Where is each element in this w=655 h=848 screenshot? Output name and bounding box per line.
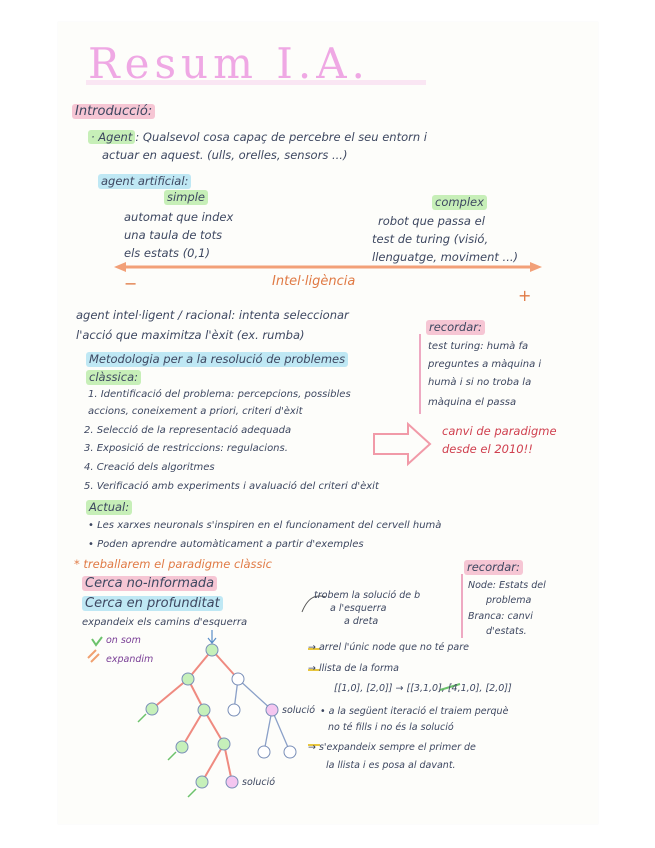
arrow-note-3: a dreta xyxy=(344,616,379,627)
paradigm-note-1: canvi de paradigme xyxy=(442,424,557,438)
reminder-1-heading: recordar: xyxy=(426,320,485,335)
axis-minus: − xyxy=(124,274,138,293)
arrow-note-2: a l'esquerra xyxy=(330,603,387,614)
step-1a: 1. Identificació del problema: percepcions, possibles xyxy=(88,389,351,400)
simple-desc-3: els estats (0,1) xyxy=(124,246,210,260)
agent-definition-1: : Qualsevol cosa capaç de percebre el seu entorn i xyxy=(135,130,427,144)
uninformed-search-heading: Cerca no-informada xyxy=(82,576,217,591)
notebook-page xyxy=(58,22,598,824)
actual-label: Actual: xyxy=(86,500,132,515)
legend-expandim: expandim xyxy=(106,654,154,665)
complex-desc-3: llenguatge, moviment ...) xyxy=(372,250,519,264)
solution-label-2: solució xyxy=(242,777,276,788)
complex-label: complex xyxy=(432,195,487,210)
reminder-2-heading: recordar: xyxy=(464,560,523,575)
step-4: 4. Creació dels algoritmes xyxy=(84,462,215,473)
classic-label: clàssica: xyxy=(86,370,141,385)
search-note-3: [[1,0], [2,0]] → [[3,1,0], [4,1,0], [2,0]] xyxy=(334,683,512,694)
search-note-2: → llista de la forma xyxy=(308,663,399,674)
search-note-5: no té fills i no és la solució xyxy=(328,722,454,733)
step-1b: accions, coneixement a priori, criteri d'èxit xyxy=(88,406,303,417)
search-note-6: → s'expandeix sempre el primer de xyxy=(308,742,476,753)
page-title: Resum I.A. xyxy=(88,39,370,88)
complex-desc-1: robot que passa el xyxy=(378,214,485,228)
solution-label-1: solució xyxy=(282,705,316,716)
legend-on-som: on som xyxy=(106,635,141,646)
reminder-2-line: Node: Estats del xyxy=(468,580,546,591)
complex-desc-2: test de turing (visió, xyxy=(372,232,489,246)
agent-line xyxy=(88,130,427,145)
reminder-2-line: d'estats. xyxy=(486,626,527,637)
search-note-1: → arrel l'únic node que no té pare xyxy=(308,642,469,653)
step-5: 5. Verificació amb experiments i avaluació del criteri d'èxit xyxy=(84,481,379,492)
actual-item-2: • Poden aprendre automàticament a partir d'exemples xyxy=(88,539,364,550)
intelligence-axis-label: Intel·ligència xyxy=(272,274,356,289)
reminder-1-line: màquina el passa xyxy=(428,397,517,408)
paradigm-note-2: desde el 2010!! xyxy=(442,442,533,456)
step-3: 3. Exposició de restriccions: regulacions. xyxy=(84,443,288,454)
actual-item-1: • Les xarxes neuronals s'inspiren en el funcionament del cervell humà xyxy=(88,520,442,531)
intelligent-agent-2: l'acció que maximitza l'èxit (ex. rumba) xyxy=(76,328,305,342)
intelligent-agent-1: agent intel·ligent / racional: intenta seleccionar xyxy=(76,308,349,322)
search-note-4: • a la següent iteració el traiem perquè xyxy=(320,706,509,717)
reminder-2-line: problema xyxy=(486,595,532,606)
artificial-agent-label: agent artificial: xyxy=(98,174,191,189)
step-2: 2. Selecció de la representació adequada xyxy=(84,425,292,436)
reminder-1-line: preguntes a màquina i xyxy=(428,359,542,370)
simple-desc-2: una taula de tots xyxy=(124,228,223,242)
expand-description: expandeix els camins d'esquerra xyxy=(82,617,248,628)
search-note-7: la llista i es posa al davant. xyxy=(326,760,456,771)
agent-definition-2: actuar en aquest. (ulls, orelles, sensors ...) xyxy=(102,148,348,162)
agent-label: · Agent xyxy=(88,130,135,144)
reminder-2-line: Branca: canvi xyxy=(468,611,533,622)
intro-heading: Introducció: xyxy=(72,104,155,119)
arrow-note-1: trobem la solució de b xyxy=(314,590,421,601)
axis-plus: + xyxy=(518,286,532,305)
classic-paradigm-note: * treballarem el paradigme clàssic xyxy=(74,557,273,571)
simple-label: simple xyxy=(164,190,208,205)
methodology-heading: Metodologia per a la resolució de problemes xyxy=(86,352,348,367)
simple-desc-1: automat que index xyxy=(124,210,234,224)
depth-search-heading: Cerca en profunditat xyxy=(82,596,223,611)
reminder-1-line: humà i si no troba la xyxy=(428,377,532,388)
reminder-1-line: test turing: humà fa xyxy=(428,341,529,352)
